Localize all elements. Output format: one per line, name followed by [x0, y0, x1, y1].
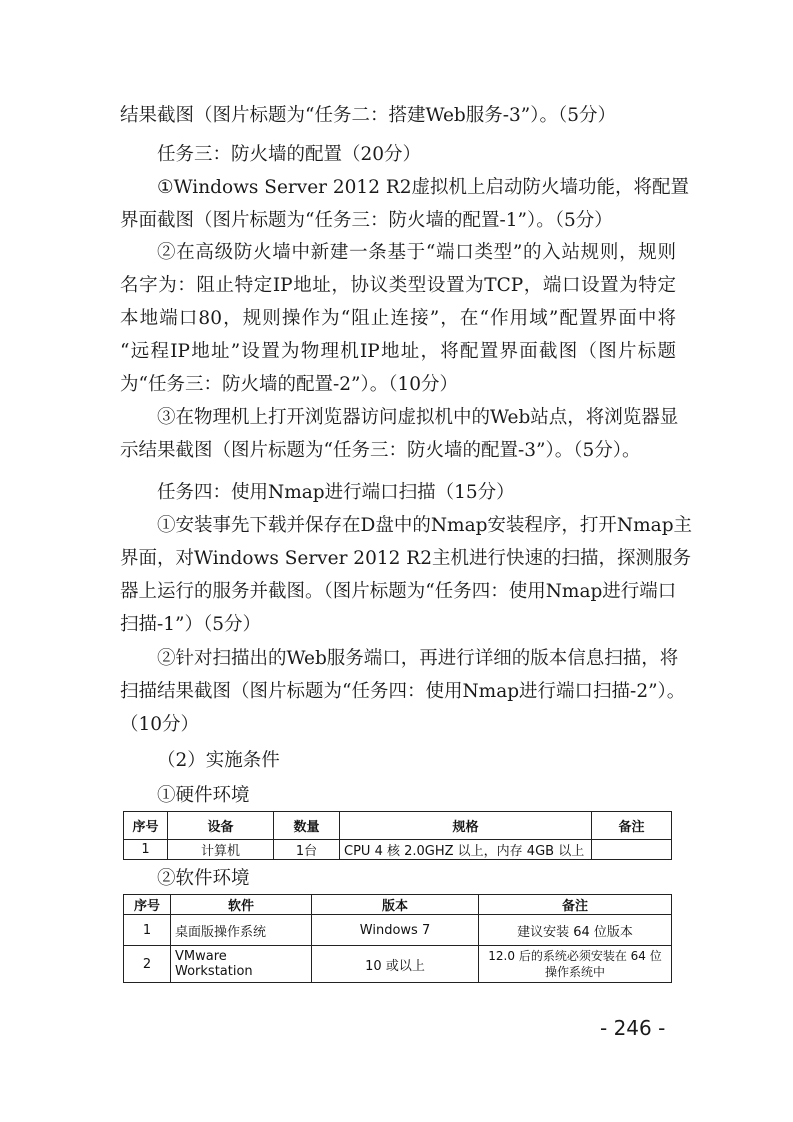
body-line: 本地端口80，规则操作为“阻止连接”，在“作用域”配置界面中将: [120, 308, 676, 329]
body-line: （10分）: [120, 714, 200, 735]
table-cell: VMware Workstation: [171, 946, 312, 983]
body-line: 界面，对Windows Server 2012 R2主机进行快速的扫描，探测服务: [120, 548, 691, 569]
body-line: ③在物理机上打开浏览器访问虚拟机中的Web站点，将浏览器显: [157, 407, 679, 428]
hardware-table: [123, 811, 672, 860]
body-line: 器上运行的服务并截图。（图片标题为“任务四：使用Nmap进行端口: [120, 581, 677, 602]
table-header-cell: 序号: [124, 895, 171, 915]
table-header-cell: 设备: [168, 812, 274, 840]
table-cell: 桌面版操作系统: [171, 915, 312, 946]
table-header-cell: 规格: [340, 812, 592, 840]
table-cell: 计算机: [168, 840, 274, 860]
body-line: 结果截图（图片标题为“任务二：搭建Web服务-3”）。（5分）: [120, 105, 617, 126]
table-cell: [592, 840, 672, 860]
table-header-cell: 备注: [592, 812, 672, 840]
table-header-row: [124, 895, 672, 915]
body-line: 名字为：阻止特定IP地址，协议类型设置为TCP，端口设置为特定: [120, 275, 676, 296]
table-cell: 2: [124, 946, 171, 983]
table-header-cell: 备注: [479, 895, 672, 915]
table-cell: 1: [124, 915, 171, 946]
page-number: - 246 -: [600, 1016, 666, 1040]
table-cell: 12.0 后的系统必须安装在 64 位操作系统中: [479, 946, 672, 983]
table-cell: 10 或以上: [312, 946, 479, 983]
body-line: 示结果截图（图片标题为“任务三：防火墙的配置-3”）。（5分）。: [120, 440, 641, 461]
body-line: 界面截图（图片标题为“任务三：防火墙的配置-1”）。（5分）: [120, 210, 613, 231]
body-line: ①Windows Server 2012 R2虚拟机上启动防火墙功能，将配置: [157, 177, 690, 198]
table-row: [124, 946, 672, 983]
table-header-cell: 软件: [171, 895, 312, 915]
table-cell: 1台: [274, 840, 340, 860]
table-header-cell: 版本: [312, 895, 479, 915]
table-cell: 建议安装 64 位版本: [479, 915, 672, 946]
section-heading: 任务三：防火墙的配置（20分）: [157, 144, 422, 165]
section-heading: 任务四：使用Nmap进行端口扫描（15分）: [157, 482, 515, 503]
subsection-heading: （2）实施条件: [157, 750, 280, 771]
body-line: 扫描-1”）（5分）: [120, 614, 261, 635]
table-cell: CPU 4 核 2.0GHZ 以上，内存 4GB 以上: [340, 840, 592, 860]
table-row: [124, 915, 672, 946]
table-cell: Windows 7: [312, 915, 479, 946]
body-line: ①安装事先下载并保存在D盘中的Nmap安装程序，打开Nmap主: [157, 515, 693, 536]
table-header-row: [124, 812, 672, 840]
software-table: [123, 894, 672, 983]
body-line: 扫描结果截图（图片标题为“任务四：使用Nmap进行端口扫描-2”）。: [120, 681, 686, 702]
body-line: 为“任务三：防火墙的配置-2”）。（10分）: [120, 374, 458, 395]
table-header-cell: 序号: [124, 812, 168, 840]
table-header-cell: 数量: [274, 812, 340, 840]
body-line: ②针对扫描出的Web服务端口，再进行详细的版本信息扫描，将: [157, 648, 679, 669]
subsection-heading: ②软件环境: [157, 868, 250, 889]
body-line: ②在高级防火墙中新建一条基于“端口类型”的入站规则，规则: [157, 242, 676, 263]
table-row: [124, 840, 672, 860]
body-line: “远程IP地址”设置为物理机IP地址，将配置界面截图（图片标题: [120, 341, 676, 362]
subsection-heading: ①硬件环境: [157, 785, 250, 806]
table-cell: 1: [124, 840, 168, 860]
